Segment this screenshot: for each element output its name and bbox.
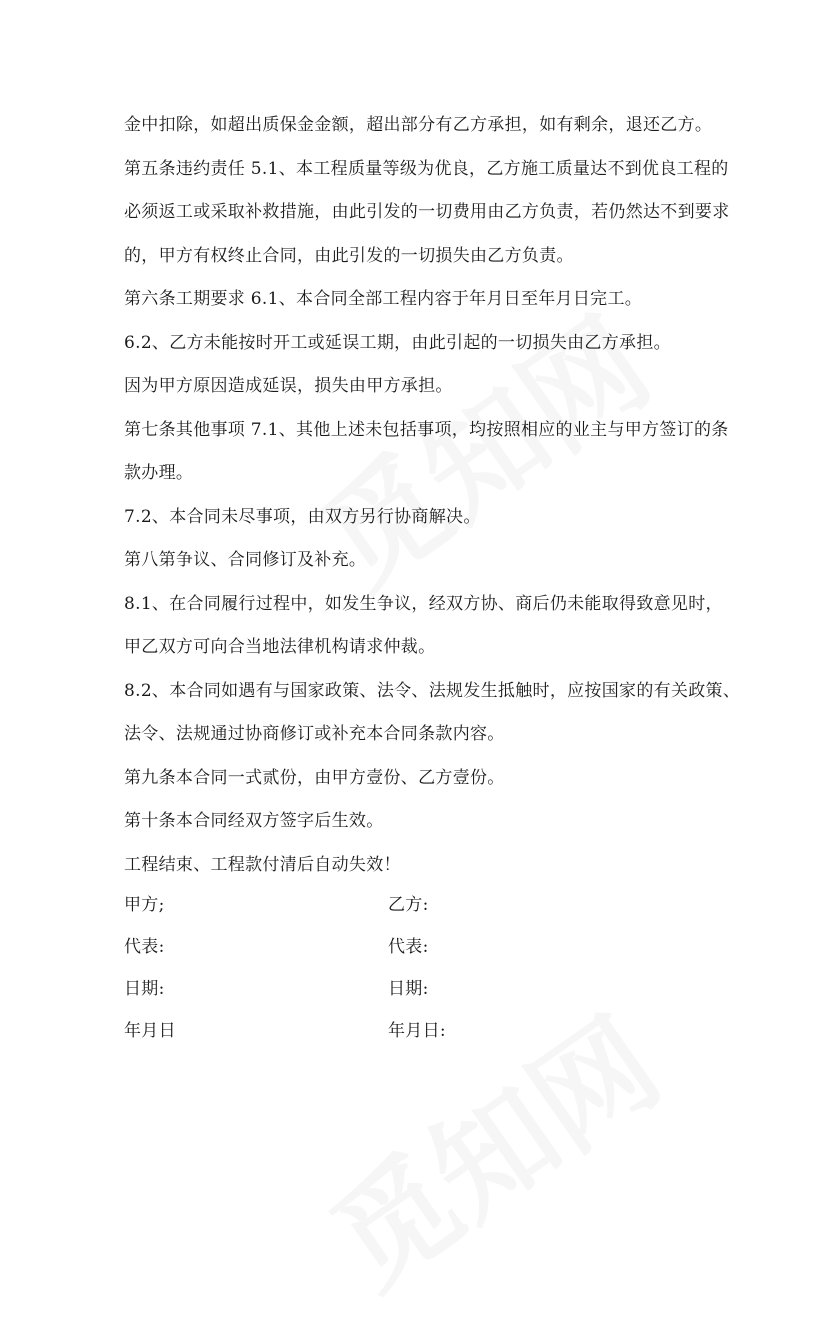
body-line: 6.2、乙方未能按时开工或延误工期，由此引起的一切损失由乙方承担。 [124, 332, 671, 353]
body-line: 款办理。 [124, 463, 194, 483]
body-line: 第九条本合同一式贰份，由甲方壹份、乙方壹份。 [124, 767, 505, 788]
body-line: 第五条违约责任 5.1、本工程质量等级为优良，乙方施工质量达不到优良工程的 [124, 158, 729, 179]
body-line: 必须返工或采取补救措施，由此引发的一切费用由乙方负责，若仍然达不到要求 [124, 202, 730, 222]
contract-body [124, 104, 741, 887]
body-line: 工程结束、工程款付清后自动失效！ [124, 854, 401, 875]
signature-row-representative [124, 926, 684, 968]
body-line: 第八第争议、合同修订及补充。 [124, 550, 367, 570]
body-line: 第六条工期要求 6.1、本合同全部工程内容于年月日至年月日完工。 [124, 289, 643, 309]
body-line: 因为甲方原因造成延误，损失由甲方承担。 [124, 376, 453, 396]
signature-row-party [124, 884, 684, 926]
party-b-date-label: 日期: [388, 979, 429, 999]
signature-row-ymd [124, 1010, 684, 1052]
body-line: 第十条本合同经双方签字后生效。 [124, 811, 384, 831]
party-b-ymd-label: 年月日: [388, 1021, 446, 1041]
body-line: 甲乙双方可向合当地法律机构请求仲裁。 [124, 637, 436, 657]
party-a-date-label: 日期: [124, 979, 165, 999]
party-a-representative-label: 代表: [124, 937, 165, 957]
party-b-representative-label: 代表: [388, 937, 429, 957]
body-line: 法令、法规通过协商修订或补充本合同条款内容。 [124, 724, 505, 744]
body-line: 第七条其他事项 7.1、其他上述未包括事项，均按照相应的业主与甲方签订的条 [124, 419, 729, 440]
party-a-label: 甲方; [124, 895, 165, 915]
body-line: 金中扣除，如超出质保金金额，超出部分有乙方承担，如有剩余，退还乙方。 [124, 115, 713, 135]
body-line: 8.1、在合同履行过程中，如发生争议，经双方协、商后仍未能取得致意见时， [124, 593, 723, 614]
signature-block [124, 884, 684, 1052]
party-b-label: 乙方: [388, 895, 429, 915]
body-line: 7.2、本合同未尽事项，由双方另行协商解决。 [124, 506, 481, 527]
party-a-ymd-label: 年月日 [124, 1021, 176, 1041]
body-line: 的，甲方有权终止合同，由此引发的一切损失由乙方负责。 [124, 245, 574, 266]
signature-row-date [124, 968, 684, 1010]
body-line: 8.2、本合同如遇有与国家政策、法令、法规发生抵触时，应按国家的有关政策、 [124, 680, 741, 701]
